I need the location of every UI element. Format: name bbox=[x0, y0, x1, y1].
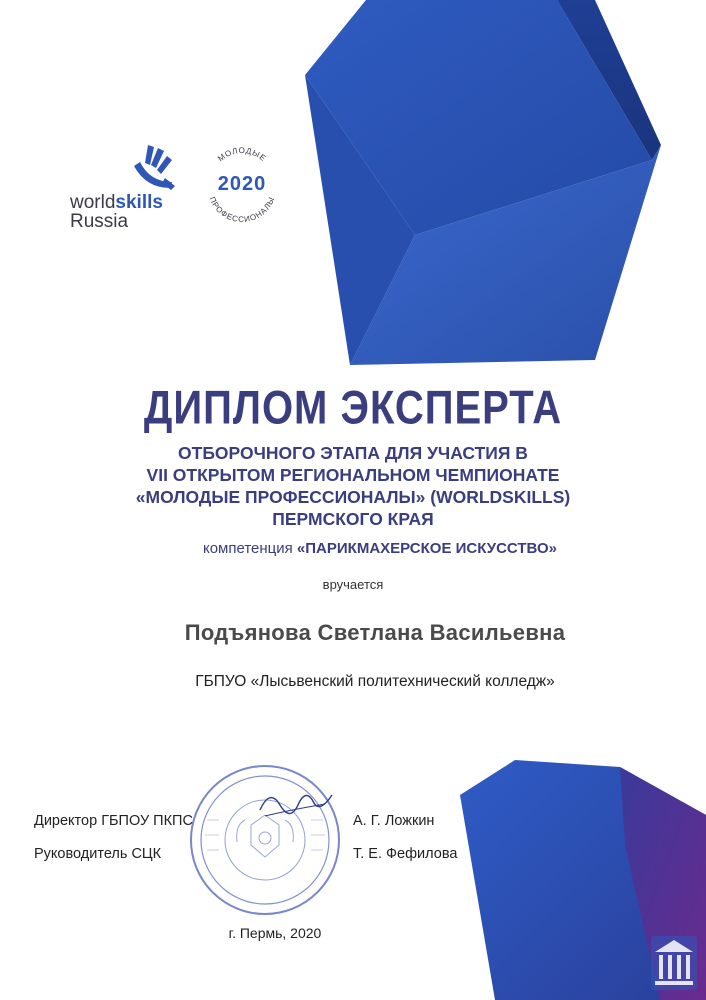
svg-text:МОЛОДЫЕ: МОЛОДЫЕ bbox=[216, 145, 268, 164]
competence-line bbox=[0, 540, 706, 557]
svg-text:worldskills: worldskills bbox=[70, 192, 163, 213]
competence-name: «ПАРИКМАХЕРСКОЕ ИСКУССТВО» bbox=[296, 540, 558, 557]
molodye-professionaly-badge bbox=[198, 138, 286, 238]
signature-role-2: Руководитель СЦК bbox=[34, 846, 162, 862]
handwritten-signature bbox=[255, 780, 335, 830]
svg-text:2020: 2020 bbox=[217, 173, 267, 195]
worldskills-russia-logo bbox=[70, 140, 190, 235]
organization-name: ГБПУО «Лысьвенский политехнический колледж» bbox=[195, 673, 555, 690]
svg-text:ПРОФЕССИОНАЛЫ: ПРОФЕССИОНАЛЫ bbox=[207, 195, 277, 225]
diploma-title: ДИПЛОМ ЭКСПЕРТА bbox=[143, 382, 563, 434]
subtitle-line-4: ПЕРМСКОГО КРАЯ bbox=[272, 509, 434, 529]
signature-role-1: Директор ГБПОУ ПКПС bbox=[34, 813, 193, 829]
recipient-name: Подъянова Светлана Васильевна bbox=[184, 620, 566, 645]
signature-name-2: Т. Е. Фефилова bbox=[353, 846, 458, 862]
college-building-icon bbox=[651, 936, 697, 990]
competence-label: компетенция bbox=[202, 540, 293, 557]
subtitle-line-3: «МОЛОДЫЕ ПРОФЕССИОНАЛЫ» (WORLDSKILLS) bbox=[135, 487, 571, 507]
subtitle-line-1: ОТБОРОЧНОГО ЭТАПА ДЛЯ УЧАСТИЯ В bbox=[178, 443, 528, 463]
awarded-text: вручается bbox=[322, 577, 384, 592]
worldskills-hand-icon bbox=[134, 145, 175, 190]
subtitle-line-2: VII ОТКРЫТОМ РЕГИОНАЛЬНОМ ЧЕМПИОНАТЕ bbox=[146, 465, 560, 485]
decorative-cube-top bbox=[295, 0, 706, 385]
svg-text:Russia: Russia bbox=[70, 211, 129, 232]
signature-name-1: А. Г. Ложкин bbox=[353, 813, 435, 829]
city-year: г. Пермь, 2020 bbox=[228, 925, 322, 941]
